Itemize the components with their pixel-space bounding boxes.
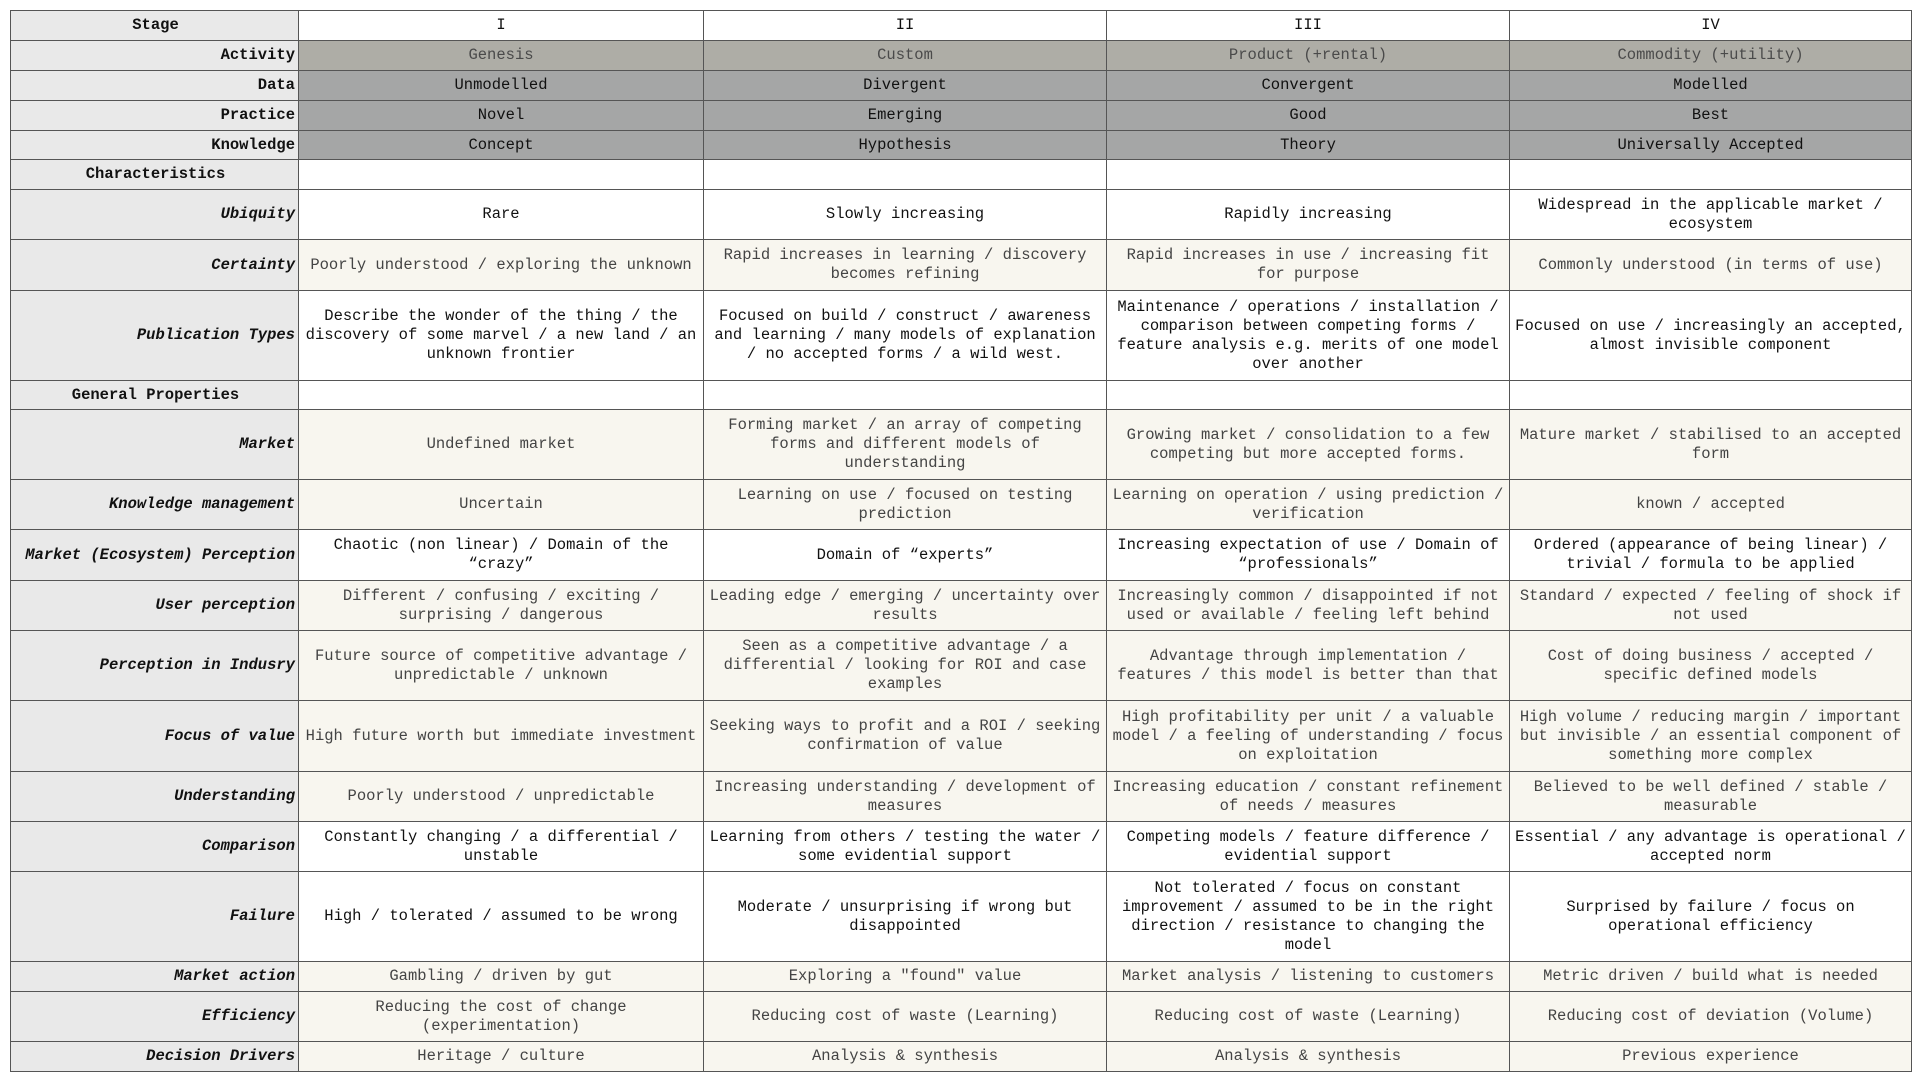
market-action-row [11,962,1912,992]
general-properties-section-row [11,381,1912,410]
decision-drivers-row [11,1042,1912,1072]
knowledge-row [11,131,1912,160]
understanding-row [11,772,1912,822]
row-label: Certainty [11,240,299,291]
cell: Increasing expectation of use / Domain of “professionals” [1107,530,1510,581]
row-label: Market (Ecosystem) Perception [11,530,299,581]
row-label: Publication Types [11,291,299,381]
activity-row [11,41,1912,71]
cell: Exploring a "found" value [704,962,1107,992]
row-label: Comparison [11,822,299,872]
empty-cell [704,381,1107,410]
empty-cell [299,160,704,190]
cell: Believed to be well defined / stable / measurable [1510,772,1912,822]
comparison-row [11,822,1912,872]
cell: Reducing cost of waste (Learning) [704,992,1107,1042]
cell: Novel [299,101,704,131]
section-heading: General Properties [11,381,299,410]
certainty-row [11,240,1912,291]
cell: Increasing understanding / development of measures [704,772,1107,822]
cell: Cost of doing business / accepted / specific defined models [1510,631,1912,701]
row-label: Understanding [11,772,299,822]
cell: Moderate / unsurprising if wrong but disappointed [704,872,1107,962]
stage-row [11,11,1912,41]
cell: Analysis & synthesis [704,1042,1107,1072]
cell: Poorly understood / unpredictable [299,772,704,822]
stage-label: Stage [11,11,299,41]
stage-ii: II [704,11,1107,41]
cell: Seeking ways to profit and a ROI / seeking confirmation of value [704,701,1107,772]
row-label: Knowledge management [11,480,299,530]
cell: Advantage through implementation / features / this model is better than that [1107,631,1510,701]
cell: Domain of “experts” [704,530,1107,581]
cell: High future worth but immediate investment [299,701,704,772]
row-label: Practice [11,101,299,131]
row-label: Focus of value [11,701,299,772]
row-label: Market action [11,962,299,992]
cell: Gambling / driven by gut [299,962,704,992]
cell: Maintenance / operations / installation / comparison between competing forms / feature analysis e.g. merits of one model over another [1107,291,1510,381]
stage-iv: IV [1510,11,1912,41]
cell: known / accepted [1510,480,1912,530]
cell: Divergent [704,71,1107,101]
practice-row [11,101,1912,131]
cell: Slowly increasing [704,190,1107,240]
cell: Metric driven / build what is needed [1510,962,1912,992]
efficiency-row [11,992,1912,1042]
cell: Learning from others / testing the water / some evidential support [704,822,1107,872]
cell: Previous experience [1510,1042,1912,1072]
cell: Concept [299,131,704,160]
perception-in-industry-row [11,631,1912,701]
market-row [11,410,1912,480]
cell: Commonly understood (in terms of use) [1510,240,1912,291]
cell: Rapidly increasing [1107,190,1510,240]
cell: Analysis & synthesis [1107,1042,1510,1072]
cell: Unmodelled [299,71,704,101]
failure-row [11,872,1912,962]
cell: High / tolerated / assumed to be wrong [299,872,704,962]
cell: Commodity (+utility) [1510,41,1912,71]
empty-cell [1107,381,1510,410]
cell: Seen as a competitive advantage / a differential / looking for ROI and case examples [704,631,1107,701]
cell: Reducing cost of deviation (Volume) [1510,992,1912,1042]
cell: Modelled [1510,71,1912,101]
empty-cell [704,160,1107,190]
cell: Describe the wonder of the thing / the discovery of some marvel / a new land / an unknown frontier [299,291,704,381]
evolution-characteristics-table [10,10,1912,1072]
cell: Mature market / stabilised to an accepted form [1510,410,1912,480]
cell: Rare [299,190,704,240]
user-perception-row [11,581,1912,631]
stage-iii: III [1107,11,1510,41]
cell: Genesis [299,41,704,71]
empty-cell [299,381,704,410]
cell: Theory [1107,131,1510,160]
cell: Best [1510,101,1912,131]
cell: Good [1107,101,1510,131]
cell: Custom [704,41,1107,71]
row-label: Activity [11,41,299,71]
cell: Rapid increases in use / increasing fit for purpose [1107,240,1510,291]
cell: Heritage / culture [299,1042,704,1072]
row-label: Data [11,71,299,101]
cell: Increasing education / constant refinement of needs / measures [1107,772,1510,822]
row-label: User perception [11,581,299,631]
cell: Surprised by failure / focus on operational efficiency [1510,872,1912,962]
cell: Reducing the cost of change (experimentation) [299,992,704,1042]
cell: Forming market / an array of competing forms and different models of understanding [704,410,1107,480]
empty-cell [1107,160,1510,190]
data-row [11,71,1912,101]
characteristics-section-row [11,160,1912,190]
ubiquity-row [11,190,1912,240]
cell: Future source of competitive advantage / unpredictable / unknown [299,631,704,701]
cell: High volume / reducing margin / important but invisible / an essential component of something more complex [1510,701,1912,772]
focus-of-value-row [11,701,1912,772]
cell: Growing market / consolidation to a few competing but more accepted forms. [1107,410,1510,480]
cell: Universally Accepted [1510,131,1912,160]
row-label: Perception in Indusry [11,631,299,701]
row-label: Knowledge [11,131,299,160]
cell: Reducing cost of waste (Learning) [1107,992,1510,1042]
row-label: Market [11,410,299,480]
cell: Learning on use / focused on testing prediction [704,480,1107,530]
knowledge-management-row [11,480,1912,530]
empty-cell [1510,381,1912,410]
cell: Constantly changing / a differential / unstable [299,822,704,872]
cell: Different / confusing / exciting / surprising / dangerous [299,581,704,631]
cell: Undefined market [299,410,704,480]
cell: Chaotic (non linear) / Domain of the “crazy” [299,530,704,581]
cell: Market analysis / listening to customers [1107,962,1510,992]
publication-types-row [11,291,1912,381]
cell: Not tolerated / focus on constant improvement / assumed to be in the right direction / resistance to changing the model [1107,872,1510,962]
cell: Convergent [1107,71,1510,101]
cell: Product (+rental) [1107,41,1510,71]
cell: High profitability per unit / a valuable model / a feeling of understanding / focus on exploitation [1107,701,1510,772]
cell: Emerging [704,101,1107,131]
stage-i: I [299,11,704,41]
cell: Hypothesis [704,131,1107,160]
cell: Essential / any advantage is operational / accepted norm [1510,822,1912,872]
cell: Ordered (appearance of being linear) / trivial / formula to be applied [1510,530,1912,581]
cell: Rapid increases in learning / discovery becomes refining [704,240,1107,291]
empty-cell [1510,160,1912,190]
cell: Standard / expected / feeling of shock if not used [1510,581,1912,631]
section-heading: Characteristics [11,160,299,190]
row-label: Failure [11,872,299,962]
row-label: Ubiquity [11,190,299,240]
row-label: Decision Drivers [11,1042,299,1072]
cell: Poorly understood / exploring the unknown [299,240,704,291]
cell: Widespread in the applicable market / ecosystem [1510,190,1912,240]
cell: Learning on operation / using prediction / verification [1107,480,1510,530]
cell: Focused on build / construct / awareness and learning / many models of explanation / no accepted forms / a wild west. [704,291,1107,381]
market-ecosystem-perception-row [11,530,1912,581]
cell: Uncertain [299,480,704,530]
cell: Leading edge / emerging / uncertainty over results [704,581,1107,631]
cell: Focused on use / increasingly an accepted, almost invisible component [1510,291,1912,381]
row-label: Efficiency [11,992,299,1042]
cell: Increasingly common / disappointed if not used or available / feeling left behind [1107,581,1510,631]
cell: Competing models / feature difference / evidential support [1107,822,1510,872]
